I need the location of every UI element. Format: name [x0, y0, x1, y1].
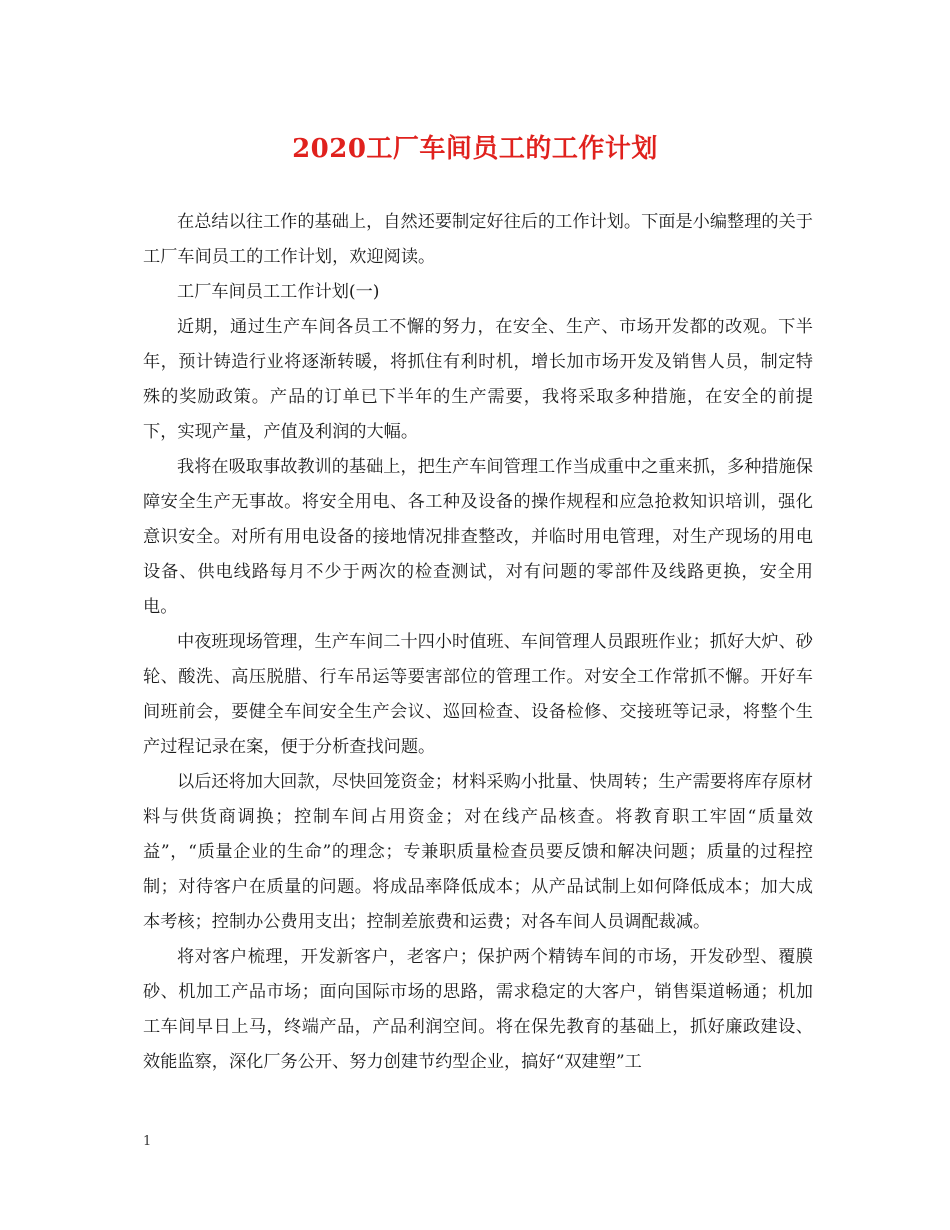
body-paragraph: 以后还将加大回款，尽快回笼资金；材料采购小批量、快周转；生产需要将库存原材料与供货商调换；控制车间占用资金；对在线产品核查。将教育职工牢固“质量效益”，“质量企业的生命”的理念；专兼职质量检查员要反馈和解决问题；质量的过程控制；对待客户在质量的问题。将成品率降低成本；从产品试制上如何降低成本；加大成本考核；控制办公费用支出；控制差旅费和运费；对各车间人员调配裁减。: [143, 772, 813, 932]
document-title: 2020工厂车间员工的工作计划: [292, 134, 658, 164]
body-paragraph: 近期，通过生产车间各员工不懈的努力，在安全、生产、市场开发都的改观。下半年，预计铸造行业将逐渐转暖，将抓住有利时机，增长加市场开发及销售人员，制定特殊的奖励政策。产品的订单已下半年的生产需要，我将采取多种措施，在安全的前提下，实现产量，产值及利润的大幅。: [143, 317, 813, 442]
body-paragraph: 中夜班现场管理，生产车间二十四小时值班、车间管理人员跟班作业；抓好大炉、砂轮、酸洗、高压脱腊、行车吊运等要害部位的管理工作。对安全工作常抓不懈。开好车间班前会，要健全车间安全生产会议、巡回检查、设备检修、交接班等记录，将整个生产过程记录在案，便于分析查找问题。: [143, 632, 813, 757]
page-number: 1: [143, 1134, 152, 1149]
body-paragraph: 我将在吸取事故教训的基础上，把生产车间管理工作当成重中之重来抓，多种措施保障安全生产无事故。将安全用电、各工种及设备的操作规程和应急抢救知识培训，强化意识安全。对所有用电设备的接地情况排查整改，并临时用电管理，对生产现场的用电设备、供电线路每月不少于两次的检查测试，对有问题的零部件及线路更换，安全用电。: [143, 457, 813, 617]
section-heading: 工厂车间员工工作计划(一): [177, 282, 380, 302]
intro-paragraph: 在总结以往工作的基础上，自然还要制定好往后的工作计划。下面是小编整理的关于工厂车间员工的工作计划，欢迎阅读。: [143, 212, 813, 267]
body-paragraph: 将对客户梳理，开发新客户，老客户；保护两个精铸车间的市场，开发砂型、覆膜砂、机加工产品市场；面向国际市场的思路，需求稳定的大客户，销售渠道畅通；机加工车间早日上马，终端产品，产品利润空间。将在保先教育的基础上，抓好廉政建设、效能监察，深化厂务公开、努力创建节约型企业，搞好“双建塑”工: [143, 947, 813, 1072]
document-body: [143, 205, 813, 1080]
